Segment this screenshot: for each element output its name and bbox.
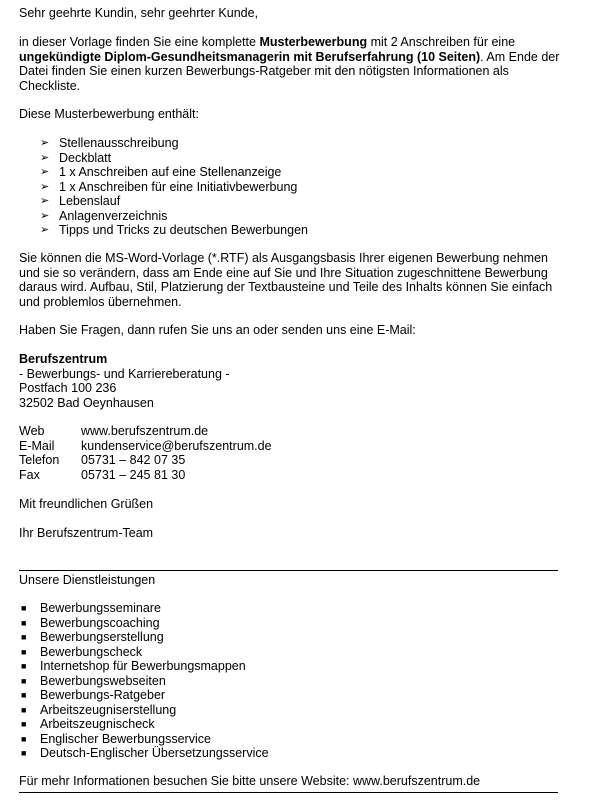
- intro-bold-1: Musterbewerbung: [259, 35, 368, 49]
- square-bullet-icon: ■: [21, 661, 27, 671]
- arrow-bullet-icon: ➢: [40, 209, 50, 222]
- square-bullet-icon: ■: [21, 719, 27, 729]
- fax-number: 05731 – 245 81 30: [81, 467, 186, 482]
- contact-row-fax: Fax 05731 – 245 81 30: [19, 467, 186, 482]
- address-city: 32502 Bad Oeynhausen: [19, 395, 154, 410]
- intro-bold-2: ungekündigte Diplom-Gesundheitsmanagerin mit Berufserfahrung (10 Seiten): [19, 49, 481, 64]
- list-item: ➢ 1 x Anschreiben für eine Initiativbewerbung: [40, 179, 298, 194]
- list-item: ■ Arbeitszeugniserstellung: [21, 702, 177, 717]
- arrow-bullet-icon: ➢: [40, 166, 50, 178]
- list-item: ■ Bewerbungscoaching: [21, 615, 160, 630]
- divider: [19, 570, 558, 571]
- list-item: ➢ Stellenausschreibung: [40, 136, 179, 150]
- services-list: [19, 601, 564, 761]
- phone-number: 05731 – 842 07 35: [81, 453, 186, 467]
- square-bullet-icon: ■: [21, 632, 27, 642]
- salutation: Sehr geehrte Kundin, sehr geehrter Kunde,: [19, 6, 259, 20]
- contact-row-email: E-Mail kundenservice@berufszentrum.de: [19, 438, 272, 453]
- list-item: ➢ 1 x Anschreiben auf eine Stellenanzeige: [40, 165, 282, 179]
- arrow-bullet-icon: ➢: [40, 137, 50, 149]
- list-item: ➢ Lebenslauf: [40, 194, 121, 208]
- address-block: [19, 352, 564, 410]
- list-item: ■ Internetshop für Bewerbungsmappen: [21, 659, 246, 673]
- list-item: ■ Deutsch-Englischer Übersetzungsservice: [21, 746, 269, 760]
- list-item: ■ Bewerbungsseminare: [21, 601, 161, 615]
- arrow-bullet-icon: ➢: [40, 180, 50, 193]
- square-bullet-icon: ■: [21, 675, 27, 686]
- address-street: Postfach 100 236: [19, 381, 117, 395]
- intro-text-1: in dieser Vorlage finden Sie eine komplette: [19, 35, 260, 49]
- square-bullet-icon: ■: [21, 646, 27, 657]
- contents-list: [19, 136, 564, 238]
- services-heading: Unsere Dienstleistungen: [19, 573, 156, 587]
- questions-line: Haben Sie Fragen, dann rufen Sie uns an oder senden uns eine E-Mail:: [19, 323, 416, 337]
- list-item: ■ Bewerbungscheck: [21, 644, 143, 659]
- list-item: ■ Arbeitszeugnischeck: [21, 717, 155, 731]
- web-link[interactable]: www.berufszentrum.de: [81, 424, 209, 438]
- arrow-bullet-icon: ➢: [40, 151, 50, 164]
- list-item: ➢ Anlagenverzeichnis: [40, 208, 168, 223]
- closing: Mit freundlichen Grüßen: [19, 497, 154, 511]
- contents-heading: Diese Musterbewerbung enthält:: [19, 107, 199, 121]
- intro-paragraph: [19, 35, 564, 93]
- list-item: ■ Englischer Bewerbungsservice: [21, 731, 211, 746]
- company-subtitle: - Bewerbungs- und Karriereberatung -: [19, 366, 230, 381]
- square-bullet-icon: ■: [21, 704, 27, 715]
- footer-divider: [19, 792, 558, 793]
- list-item: ➢ Tipps und Tricks zu deutschen Bewerbungen: [40, 223, 308, 237]
- arrow-bullet-icon: ➢: [40, 224, 50, 236]
- intro-text-3: . Am Ende der Datei finden Sie einen kurzen Bewerbungs-Ratgeber mit den nötigsten Informationen als Checkliste.: [19, 49, 560, 93]
- contact-row-web: Web www.berufszentrum.de: [19, 424, 209, 438]
- email-link[interactable]: kundenservice@berufszentrum.de: [81, 438, 272, 453]
- square-bullet-icon: ■: [21, 617, 27, 628]
- arrow-bullet-icon: ➢: [40, 195, 50, 207]
- list-item: ■ Bewerbungserstellung: [21, 630, 164, 644]
- list-item: ■ Bewerbungs-Ratgeber: [21, 688, 166, 702]
- footer-text: Für mehr Informationen besuchen Sie bitte unsere Website: www.berufszentrum.de: [19, 774, 481, 788]
- list-item: ■ Bewerbungswebseiten: [21, 673, 166, 688]
- square-bullet-icon: ■: [21, 690, 27, 700]
- word-template-paragraph: Sie können die MS-Word-Vorlage (*.RTF) als Ausgangsbasis Ihrer eigenen Bewerbung nehmen und sie so verändern, dass am Ende eine auf Sie und Ihre Situation zugeschnittene Bewerbung daraus wird. Aufbau, Stil, Platzierung der Textbausteine und Teile des Inhalts können Sie einfach und problemlos übernehmen.: [19, 251, 553, 309]
- square-bullet-icon: ■: [21, 748, 27, 758]
- contact-row-phone: Telefon 05731 – 842 07 35: [19, 453, 186, 467]
- company-name: Berufszentrum: [19, 352, 108, 366]
- intro-text-2: mit 2 Anschreiben für eine: [367, 35, 516, 49]
- square-bullet-icon: ■: [21, 733, 27, 744]
- square-bullet-icon: ■: [21, 603, 27, 613]
- contact-block: [19, 424, 564, 482]
- list-item: ➢ Deckblatt: [40, 150, 112, 165]
- signature: Ihr Berufszentrum-Team: [19, 526, 154, 540]
